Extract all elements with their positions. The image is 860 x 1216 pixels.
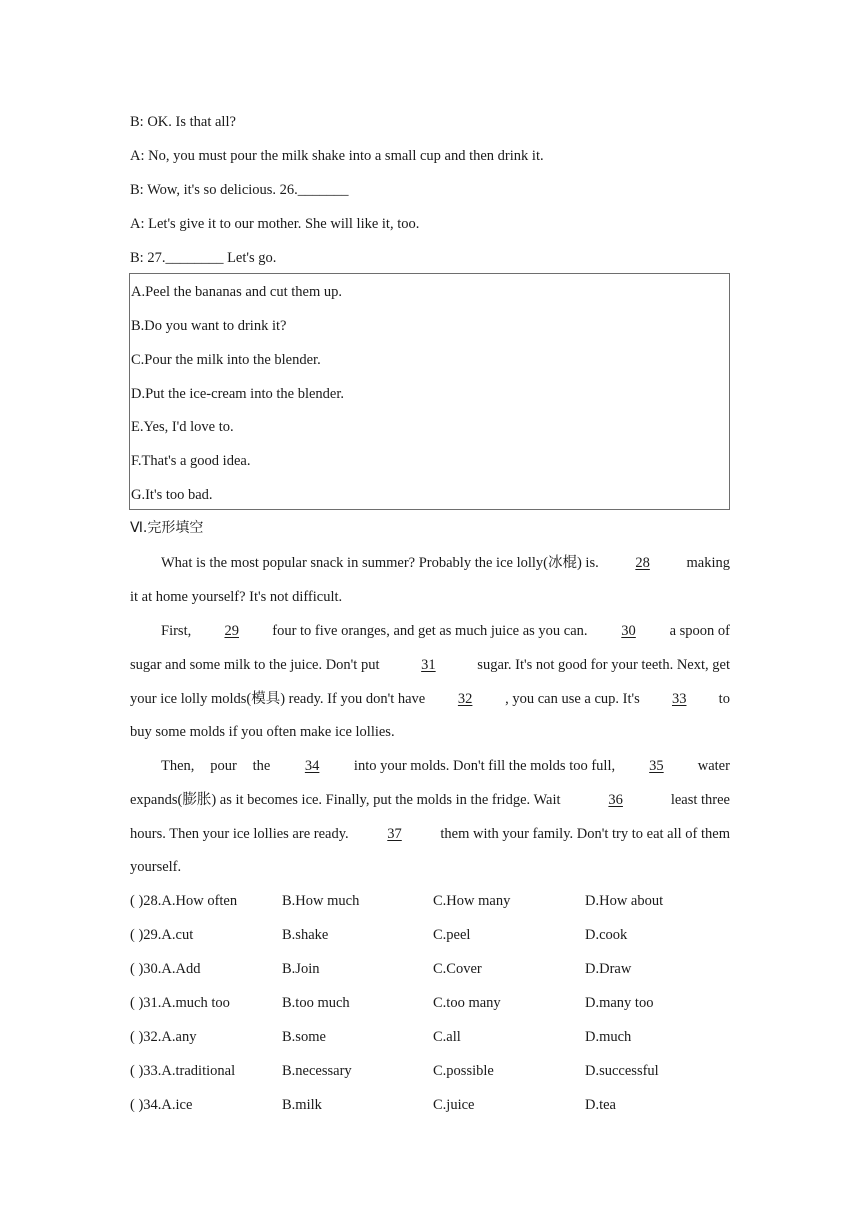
option-item: C.Pour the milk into the blender. [131,352,321,368]
choice-d: D.tea [585,1097,616,1113]
choice-c: C.too many [433,995,501,1011]
choice-c: C.Cover [433,961,482,977]
question-stem: ( )31.A.much too [130,995,230,1011]
choice-b: B.necessary [282,1063,352,1079]
passage-line: it at home yourself? It's not difficult. [130,589,343,605]
choice-b: B.shake [282,927,329,943]
question-row [130,1027,730,1047]
dialogue-line: A: No, you must pour the milk shake into a small cup and then drink it. [130,148,544,164]
passage-line [130,790,730,810]
choice-d: D.How about [585,893,664,909]
dialogue-line: A: Let's give it to our mother. She will like it, too. [130,216,420,232]
passage-text: , you can use a cup. It's [505,691,640,707]
passage-line [130,689,730,709]
passage-text: into your molds. Don't fill the molds too full, [353,758,616,774]
passage-text: sugar. It's not good for your teeth. Next, get [477,657,730,673]
blank-36: 36 [608,792,623,808]
passage-text: hours. Then your ice lollies are ready. [130,826,349,842]
choice-b: B.Join [282,961,320,977]
passage-text: Then, [161,758,195,774]
blank-34: 34 [304,758,320,774]
question-stem: ( )30.A.Add [130,961,201,977]
option-item: B.Do you want to drink it? [131,318,287,334]
option-item: E.Yes, I'd love to. [131,419,234,435]
passage-text: What is the most popular snack in summer? Probably the ice lolly(冰棍) is. [161,555,599,571]
choice-c: C.juice [433,1097,475,1113]
question-row [130,1095,730,1115]
option-item: G.It's too bad. [131,487,213,503]
passage-text: sugar and some milk to the juice. Don't put [130,657,380,673]
passage-text: to [718,691,730,707]
passage-text: the [252,758,271,774]
passage-text: water [697,758,730,774]
passage-line [130,824,730,844]
question-stem: ( )33.A.traditional [130,1063,236,1079]
question-row [130,959,730,979]
passage-line [130,756,730,776]
option-item: D.Put the ice-cream into the blender. [131,386,344,402]
blank-32: 32 [457,691,473,707]
question-stem: ( )29.A.cut [130,927,194,943]
dialogue-line: B: OK. Is that all? [130,114,236,130]
blank-35: 35 [649,758,664,774]
question-stem: ( )28.A.How often [130,893,238,909]
option-item: F.That's a good idea. [131,453,251,469]
blank-33: 33 [671,691,687,707]
choice-b: B.milk [282,1097,322,1113]
passage-text: expands(膨胀) as it becomes ice. Finally, put the molds in the fridge. Wait [130,792,561,808]
blank-29: 29 [224,623,239,639]
passage-line [130,621,730,641]
question-row [130,925,730,945]
passage-text: your ice lolly molds(模具) ready. If you don't have [130,691,426,707]
passage-text: pour [210,758,237,774]
choice-d: D.Draw [585,961,632,977]
choice-c: C.peel [433,927,471,943]
choice-c: C.How many [433,893,511,909]
question-row [130,993,730,1013]
choice-d: D.many too [585,995,654,1011]
passage-line: buy some molds if you often make ice lollies. [130,724,395,740]
choice-c: C.possible [433,1063,494,1079]
dialogue-line: B: 27.________ Let's go. [130,250,277,266]
passage-text: First, [161,623,192,639]
section-title: Ⅵ.完形填空 [130,520,204,536]
blank-31: 31 [421,657,436,673]
choice-d: D.successful [585,1063,659,1079]
passage-line [130,553,730,573]
question-stem: ( )34.A.ice [130,1097,193,1113]
passage-line: yourself. [130,859,182,875]
blank-30: 30 [621,623,636,639]
blank-37: 37 [387,826,402,842]
passage-line [130,655,730,675]
options-box [129,273,730,510]
choice-d: D.much [585,1029,632,1045]
choice-b: B.too much [282,995,350,1011]
dialogue-line: B: Wow, it's so delicious. 26._______ [130,182,349,198]
choice-d: D.cook [585,927,628,943]
passage-text: least three [670,792,730,808]
question-row [130,891,730,911]
choice-b: B.How much [282,893,360,909]
blank-28: 28 [635,555,650,571]
passage-text: four to five oranges, and get as much juice as you can. [272,623,588,639]
choice-b: B.some [282,1029,326,1045]
passage-text: making [686,555,730,571]
option-item: A.Peel the bananas and cut them up. [131,284,342,300]
choice-c: C.all [433,1029,461,1045]
question-stem: ( )32.A.any [130,1029,197,1045]
passage-text: a spoon of [669,623,730,639]
passage-text: them with your family. Don't try to eat all of them [440,826,730,842]
question-row [130,1061,730,1081]
